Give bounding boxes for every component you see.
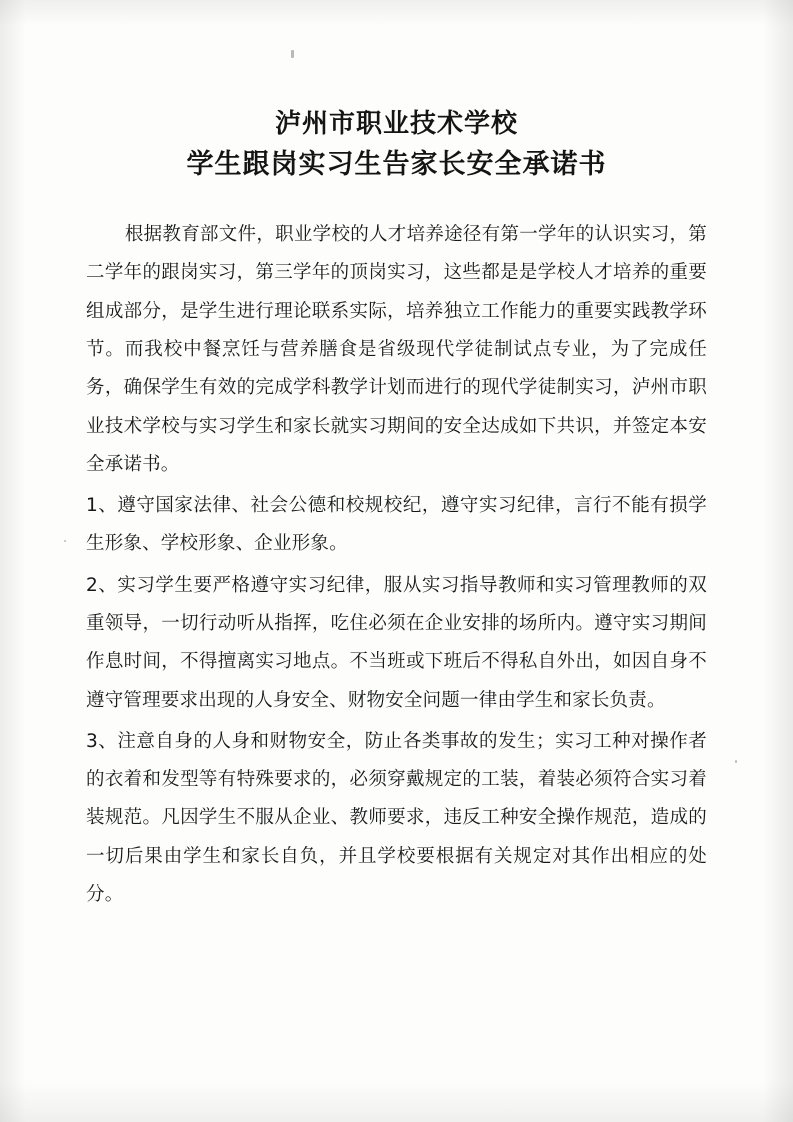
paragraph-item-3: 3、注意自身的人身和财物安全，防止各类事故的发生；实习工种对操作者的衣着和发型等有特殊要求的，必须穿戴规定的工装，着装必须符合实习着装规范。凡因学生不服从企业、教师要求，违反工种安全操作规范，造成的一切后果由学生和家长自负，并且学校要根据有关规定对其作出相应的处分。 (86, 730, 707, 905)
document-content (86, 216, 707, 914)
paragraph-item-2: 2、实习学生要严格遵守实习纪律，服从实习指导教师和实习管理教师的双重领导，一切行动听从指挥，吃住必须在企业安排的场所内。遵守实习期间作息时间，不得擅离实习地点。不当班或下班后不得私自外出，如因自身不遵守管理要求出现的人身安全、财物安全问题一律由学生和家长负责。 (86, 574, 707, 711)
paragraph-item-1: 1、遵守国家法律、社会公德和校规校纪，遵守实习纪律，言行不能有损学生形象、学校形象、企业形象。 (86, 495, 707, 555)
title-line-subject: 学生跟岗实习生告家长安全承诺书 (186, 149, 607, 181)
title-line-school: 泸州市职业技术学校 (274, 109, 518, 139)
paragraph-intro: 根据教育部文件，职业学校的人才培养途径有第一学年的认识实习，第二学年的跟岗实习，第三学年的顶岗实习，这些都是是学校人才培养的重要组成部分，是学生进行理论联系实际，培养独立工作能力的重要实践教学环节。而我校中餐烹饪与营养膳食是省级现代学徒制试点专业，为了完成任务，确保学生有效的完成学科教学计划而进行的现代学徒制实习，泸州市职业技术学校与实习学生和家长就实习期间的安全达成如下共识，并签定本安全承诺书。 (86, 224, 707, 475)
document-title (86, 104, 707, 186)
